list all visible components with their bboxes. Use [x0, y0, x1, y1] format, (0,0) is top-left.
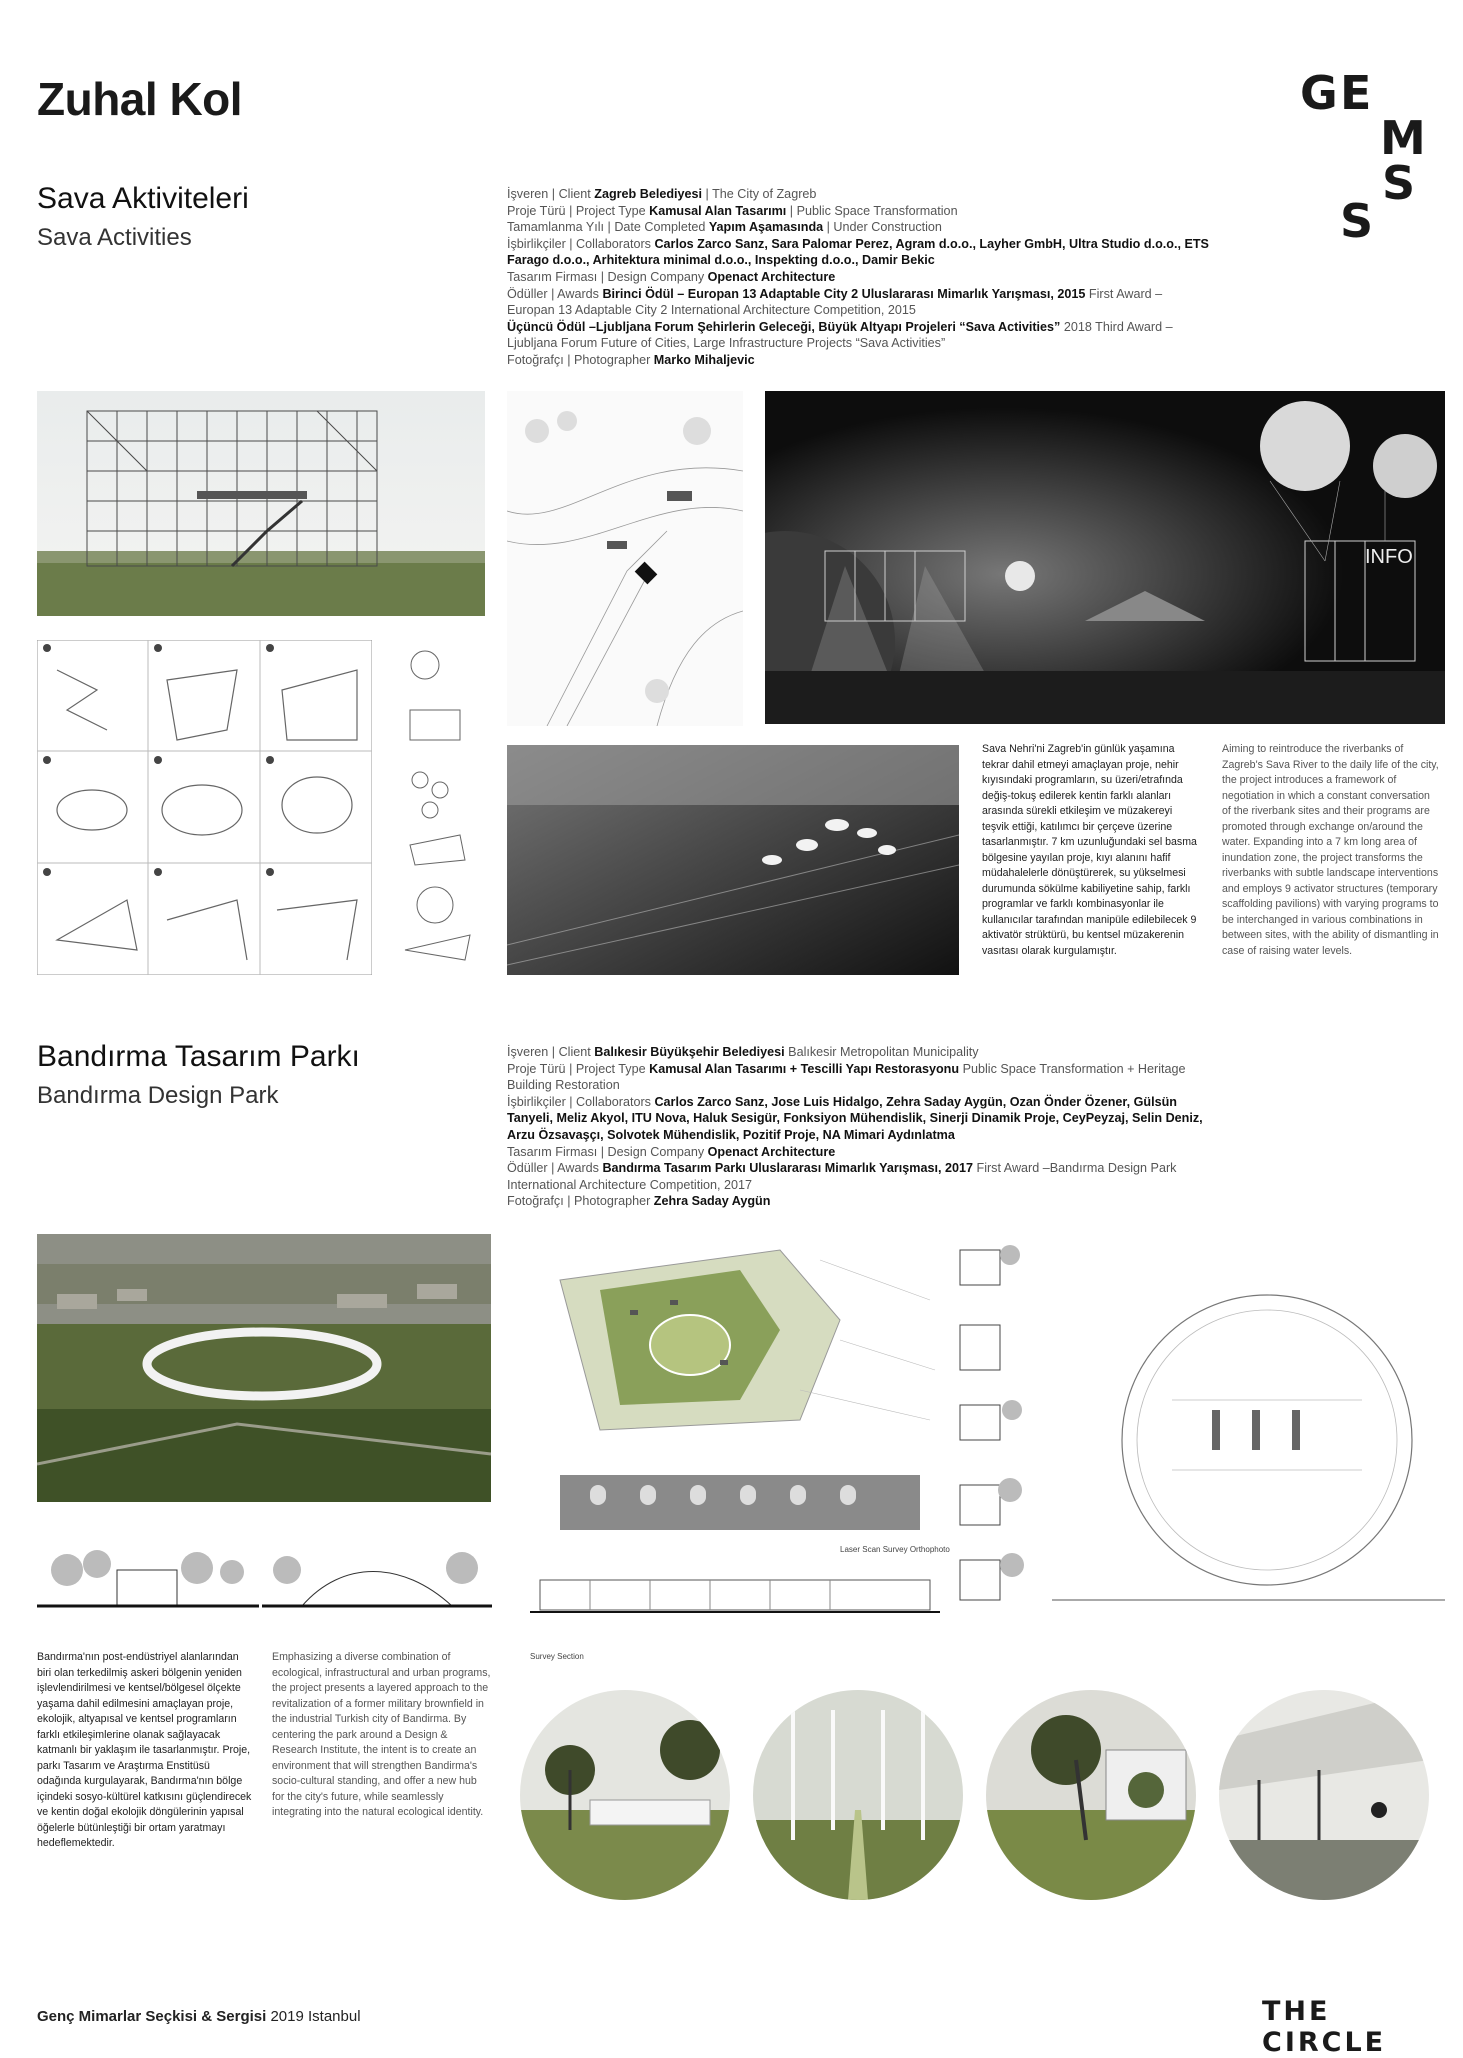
project1-text-en: Aiming to reintroduce the riverbanks of Zagreb's Sava River to the daily life of the city, the project introduces a framework of negotiation in which a constant conversation of the riverbank sites and their programs are promoted through exchange on/around the water. Expanding into a 7 km long area of inundation zone, the project transforms the riverbanks with subtle landscape interventions and employs 9 activator structures (temporary scaffolding pavilions) with varying programs to be interchanged in various combinations in between sites, with the ability of dismantling in case of raising water levels. [1222, 743, 1439, 957]
building-section-drawing [530, 1568, 940, 1620]
project2-meta: İşveren | Client Balıkesir Büyükşehir Belediyesi Balıkesir Metropolitan Municipality Proje Türü | Project Type Kamusal Alan Tasarımı + Tescilli Yapı Restorasyonu Public Space Transformation + Heritage Building Restoration İşbirlikçiler | Collaborators Carlos Zarco Sanz, Jose Luis Hidalgo, Zehra Saday Aygün, Ozan Önder Özener, Gülsün Tanyeli, Meliz Akyol, ITU Nova, Haluk Sesigür, Fonksiyon Mühendislik, Sinerji Dinamik Proje, CeyPeyzaj, Selin Deniz, Arzu Özsavaşçı, Solvotek Mühendislik, Pozitif Proje, NA Mimari Aydınlatma Tasarım Firması | Design Company Openact Architecture Ödüller | Awards Bandırma Tasarım Parkı Uluslararası Mimarlık Yarışması, 2017 First Award –Bandırma Design Park International Architecture Competition, 2017 Fotoğrafçı | Photographer Zehra Saday Aygün [507, 1045, 1203, 1209]
the-circle-logo: THE CIRCLE [1262, 1996, 1387, 2058]
project2-title-en: Bandırma Design Park [37, 1082, 279, 1109]
circular-render-1 [520, 1690, 730, 1900]
circular-render-4 [1219, 1690, 1429, 1900]
project1-text-tr: Sava Nehri'ni Zagreb'in günlük yaşamına tekrar dahil etmeyi amaçlayan proje, nehir kıyısındaki programların, su üzeri/etrafında değiş-tokuş edilerek kentin farklı alanları arasında sürekli etkileşim ve müzakereyi teşvik ettiği, katılımcı bir çerçeve üzerine tasarlanmıştır. 7 km uzunluğundaki sel basma bölgesine yayılan proje, kıyı alanını hafif müdahalelerle dönüştürerek, su yükselmesi durumunda sökülme kabiliyetine sahip, farklı programlar ve farklı kombinasyonlar ile kullanıcılar tarafından manipüle edilebilecek 9 aktivatör strüktürü, bu kentsel müzakerenin vasıtası olarak kurgulamıştır. [982, 743, 1197, 957]
gems-logo [1300, 66, 1440, 248]
survey-section-caption: Survey Section [530, 1652, 584, 1661]
circular-plan-drawing [1052, 1270, 1445, 1620]
logo-letter-m: M [1380, 111, 1426, 165]
park-aerial-render [37, 1234, 491, 1502]
logo-letter-e: E [1340, 66, 1372, 120]
night-concert-render [765, 391, 1445, 724]
project2-text-en: Emphasizing a diverse combination of ecological, infrastructural and urban programs, the project presents a layered approach to the revitalization of a former military brownfield in the industrial Turkish city of Bandirma. By centering the park around a Design & Research Institute, the intent is to create an environment that will strengthen Bandirma's socio-cultural standing, and offer a new hub for the city's future, while seamlessly integrating into the natural ecological identity. [272, 1651, 491, 1818]
activity-diagrams-grid [37, 640, 372, 975]
author-name: Zuhal Kol [37, 73, 243, 125]
park-section-2 [262, 1540, 492, 1620]
logo-letter-s2: S [1340, 194, 1374, 248]
project1-meta: İşveren | Client Zagreb Belediyesi | The City of Zagreb Proje Türü | Project Type Kamusal Alan Tasarımı | Public Space Transformation Tamamlanma Yılı | Date Completed Yapım Aşamasında | Under Construction İşbirlikçiler | Collaborators Carlos Zarco Sanz, Sara Palomar Perez, Agram d.o.o., Layher GmbH, Ultra Studio d.o.o., ETS Farago d.o.o., Arhitektura minimal d.o.o., Inspekting d.o.o., Damir Bekic Tasarım Firması | Design Company Openact Architecture Ödüller | Awards Birinci Ödül – Europan 13 Adaptable City 2 Uluslararası Mimarlık Yarışması, 2015 First Award – Europan 13 Adaptable City 2 International Architecture Competition, 2015 Üçüncü Ödül –Ljubljana Forum Şehirlerin Geleceği, Büyük Altyapı Projeleri “Sava Activities” 2018 Third Award – Ljubljana Forum Future of Cities, Large Infrastructure Projects “Sava Activities” Fotoğrafçı | Photographer Marko Mihaljevic [507, 187, 1209, 367]
info-sign: INFO [1365, 546, 1413, 568]
project1-title-en: Sava Activities [37, 224, 192, 251]
park-section-1 [37, 1540, 259, 1620]
logo-letter-g: G [1300, 66, 1338, 120]
laser-scan-orthophoto [540, 1465, 940, 1540]
logo-letter-s1: S [1382, 156, 1416, 210]
detail-sections-strip [950, 1240, 1030, 1620]
scaffold-pavilion-photo [37, 391, 485, 616]
site-plan-drawing [507, 391, 743, 726]
program-diagrams-strip [390, 640, 490, 975]
footer-exhibition: Genç Mimarlar Seçkisi & Sergisi 2019 Istanbul [37, 2008, 361, 2025]
circular-render-3 [986, 1690, 1196, 1900]
project1-title-tr: Sava Aktiviteleri [37, 182, 249, 215]
circular-render-2 [753, 1690, 963, 1900]
park-master-plan [540, 1240, 940, 1445]
project2-title-tr: Bandırma Tasarım Parkı [37, 1040, 360, 1073]
laser-scan-caption: Laser Scan Survey Orthophoto [840, 1545, 950, 1554]
project2-text-tr: Bandırma'nın post-endüstriyel alanlarından biri olan terkedilmiş askeri bölgenin yeniden işlevlendirilmesi ve kentsel/bölgesel ölçekte yaşama dahil edilmesini amaçlayan proje, ekolojik, altyapısal ve kentsel programların farklı etkileşimlerine olanak sağlayacak katmanlı bir yaklaşım ile tasarlanmıştır. Proje, parkı Tasarım ve Araştırma Enstitüsü odağında kurgulayarak, Bandırma'nın bölge içindeki sosyo-kültürel katkısını güçlendirecek ve kentin doğal ekolojik döngülerinin yapısal öğelerle bütünleştiği bir ortam yaratmayı hedeflemektedir. [37, 1651, 252, 1849]
aerial-night-render [507, 745, 959, 975]
